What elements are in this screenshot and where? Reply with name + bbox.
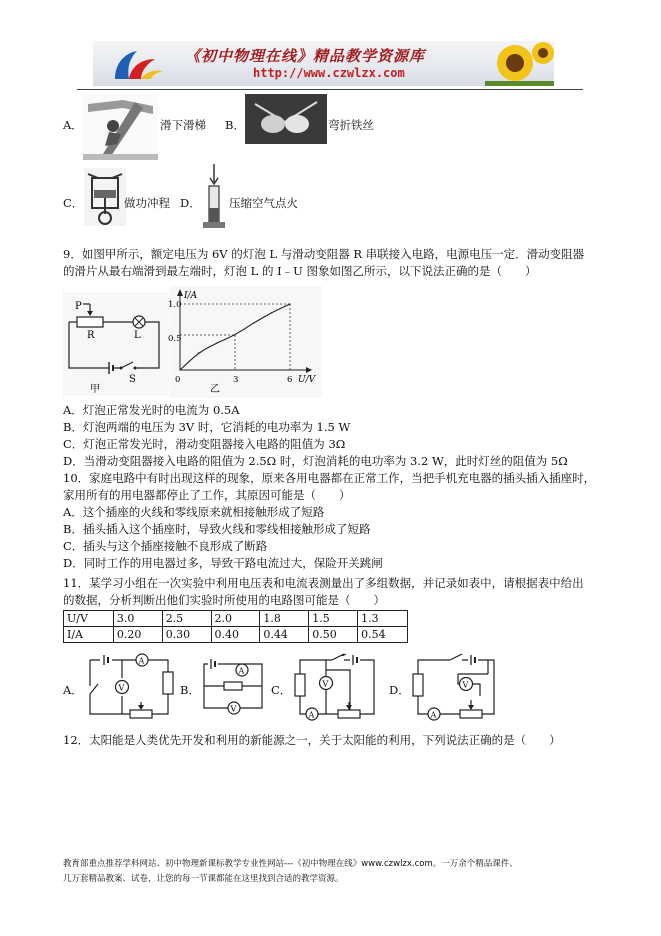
chart-point [234,334,235,335]
figure-yi-chart [170,286,322,398]
circuit-a [82,650,174,722]
chart-point [179,369,180,370]
q11-stem-line1: 11．某学习小组在一次实验中利用电压表和电流表测量出了多组数据，并记录如表中，请根据表中给出 [63,576,584,590]
chart-xlabel: U/V [298,375,316,385]
chart-point [271,312,272,313]
q8-option-b-letter: B． [225,118,245,132]
fig-jia-label-s: S [129,374,136,385]
q11-option-c-letter: C． [271,683,292,697]
q10-stem-line2: 家用所有的用电器都停止了工作，其原因可能是（ ） [63,488,351,502]
slide-image [83,94,158,160]
q12-stem: 12．太阳能是人类优先开发和利用的新能源之一，关于太阳能的利用，下列说法正确的是（ ） [63,733,561,747]
svg-text:A: A [138,656,145,666]
q9-option-a: A．灯泡正常发光时的电流为 0.5A [63,403,240,417]
svg-text:V: V [230,704,237,714]
chart-point [289,303,290,304]
fig-jia-label-p: P [75,301,82,312]
table-cell: 0.54 [358,627,408,643]
table-cell: 0.20 [113,627,162,643]
svg-text:V: V [322,679,329,689]
table-cell: 1.5 [309,611,358,627]
footer-line1: 教育部重点推荐学科网站、初中物理新课标教学专业性网站---《初中物理在线》www.czwlzx.com。一万余个精品课件、 [63,859,518,869]
q8-option-c-caption: 做功冲程 [124,196,170,210]
q8-option-a-letter: A． [63,118,83,132]
table-row-u [64,611,408,627]
circuit-d [408,650,500,722]
svg-text:A: A [430,710,437,720]
table-cell: 0.44 [260,627,309,643]
table-cell: 0.50 [309,627,358,643]
q11-stem-line2: 的数据，分析判断出他们实验时所使用的电路图可能是（ ） [63,593,385,607]
chart-ytick-05: 0.5 [168,334,182,344]
chart-xtick-3: 3 [233,375,239,385]
chart-point [198,352,199,353]
table-cell: 1.3 [358,611,408,627]
svg-text:A: A [238,666,245,676]
footer-line2: 几万套精品教案、试卷，让您的每一节课都能在这里找到合适的教学资源。 [63,874,344,884]
q10-option-d: D．同时工作的用电器过多，导致干路电流过大，保险开关跳闸 [63,556,383,570]
fig-jia-label-r: R [87,330,95,341]
table-cell: I/A [64,627,114,643]
header-banner [93,41,554,86]
table-cell: 0.40 [211,627,260,643]
q8-option-b-caption: 弯折铁丝 [328,118,374,132]
chart-caption: 乙 [210,384,220,395]
figure-jia-circuit [63,292,169,396]
q11-data-table [63,610,408,643]
sunflower-icon [485,41,554,86]
table-cell: 2.0 [211,611,260,627]
q11-option-d-letter: D． [389,683,410,697]
svg-text:A: A [308,710,315,720]
circuit-c [290,650,382,722]
q8-option-a-caption: 滑下滑梯 [160,118,206,132]
banner-url[interactable]: http://www.czwlzx.com [253,66,405,80]
q9-option-d: D．当滑动变阻器接入电路的阻值为 2.5Ω 时，灯泡消耗的电功率为 3.2 W，此时灯丝的阻值为 5Ω [63,454,568,468]
fig-jia-label-l: L [134,330,141,341]
table-row-i [64,627,408,643]
q8-option-c-letter: C． [63,196,84,210]
q8-option-d-caption: 压缩空气点火 [229,196,298,210]
table-cell: 3.0 [113,611,162,627]
logo-icon [107,45,167,83]
q10-stem-line1: 10．家庭电路中有时出现这样的现象，原来各用电器都在正常工作，当把手机充电器的插头插入插座时， [63,471,596,485]
air-compression-image [200,162,228,232]
banner-title: 《初中物理在线》精品教学资源库 [185,47,426,65]
chart-xtick-6: 6 [287,375,293,385]
table-cell: U/V [64,611,114,627]
chart-point [216,342,217,343]
q8-option-d-letter: D． [180,196,201,210]
q10-option-c: C．插头与这个插座接触不良形成了断路 [63,539,268,553]
q9-option-c: C．灯泡正常发光时，滑动变阻器接入电路的阻值为 3Ω [63,437,346,451]
table-cell: 1.8 [260,611,309,627]
table-cell: 0.30 [162,627,211,643]
engine-stroke-image [84,168,126,226]
table-cell: 2.5 [162,611,211,627]
chart-point [253,323,254,324]
q11-option-a-letter: A． [63,683,83,697]
q10-option-b: B．插头插入这个插座时，导致火线和零线相接触形成了短路 [63,522,371,536]
svg-text:V: V [118,683,125,693]
q9-stem-line2: 的滑片从最右端滑到最左端时，灯泡 L 的 I﹣U 图象如图乙所示，以下说法正确的是（ ） [63,264,537,278]
q9-option-b: B．灯泡两端的电压为 3V 时，它消耗的电功率为 1.5 W [63,420,351,434]
circuit-b [198,656,268,718]
header-rule [77,89,583,90]
svg-text:V: V [462,680,469,690]
q9-stem-line1: 9．如图甲所示，额定电压为 6V 的灯泡 L 与滑动变阻器 R 串联接入电路，电源电压一定．滑动变阻器 [63,247,585,261]
bend-wire-image [245,94,327,144]
chart-ylabel: I/A [184,291,198,301]
q10-option-a: A．这个插座的火线和零线原来就相接触形成了短路 [63,505,325,519]
chart-origin: 0 [175,375,181,385]
q11-option-b-letter: B． [180,683,200,697]
fig-jia-caption: 甲 [90,384,100,395]
chart-ytick-1: 1.0 [168,300,182,310]
